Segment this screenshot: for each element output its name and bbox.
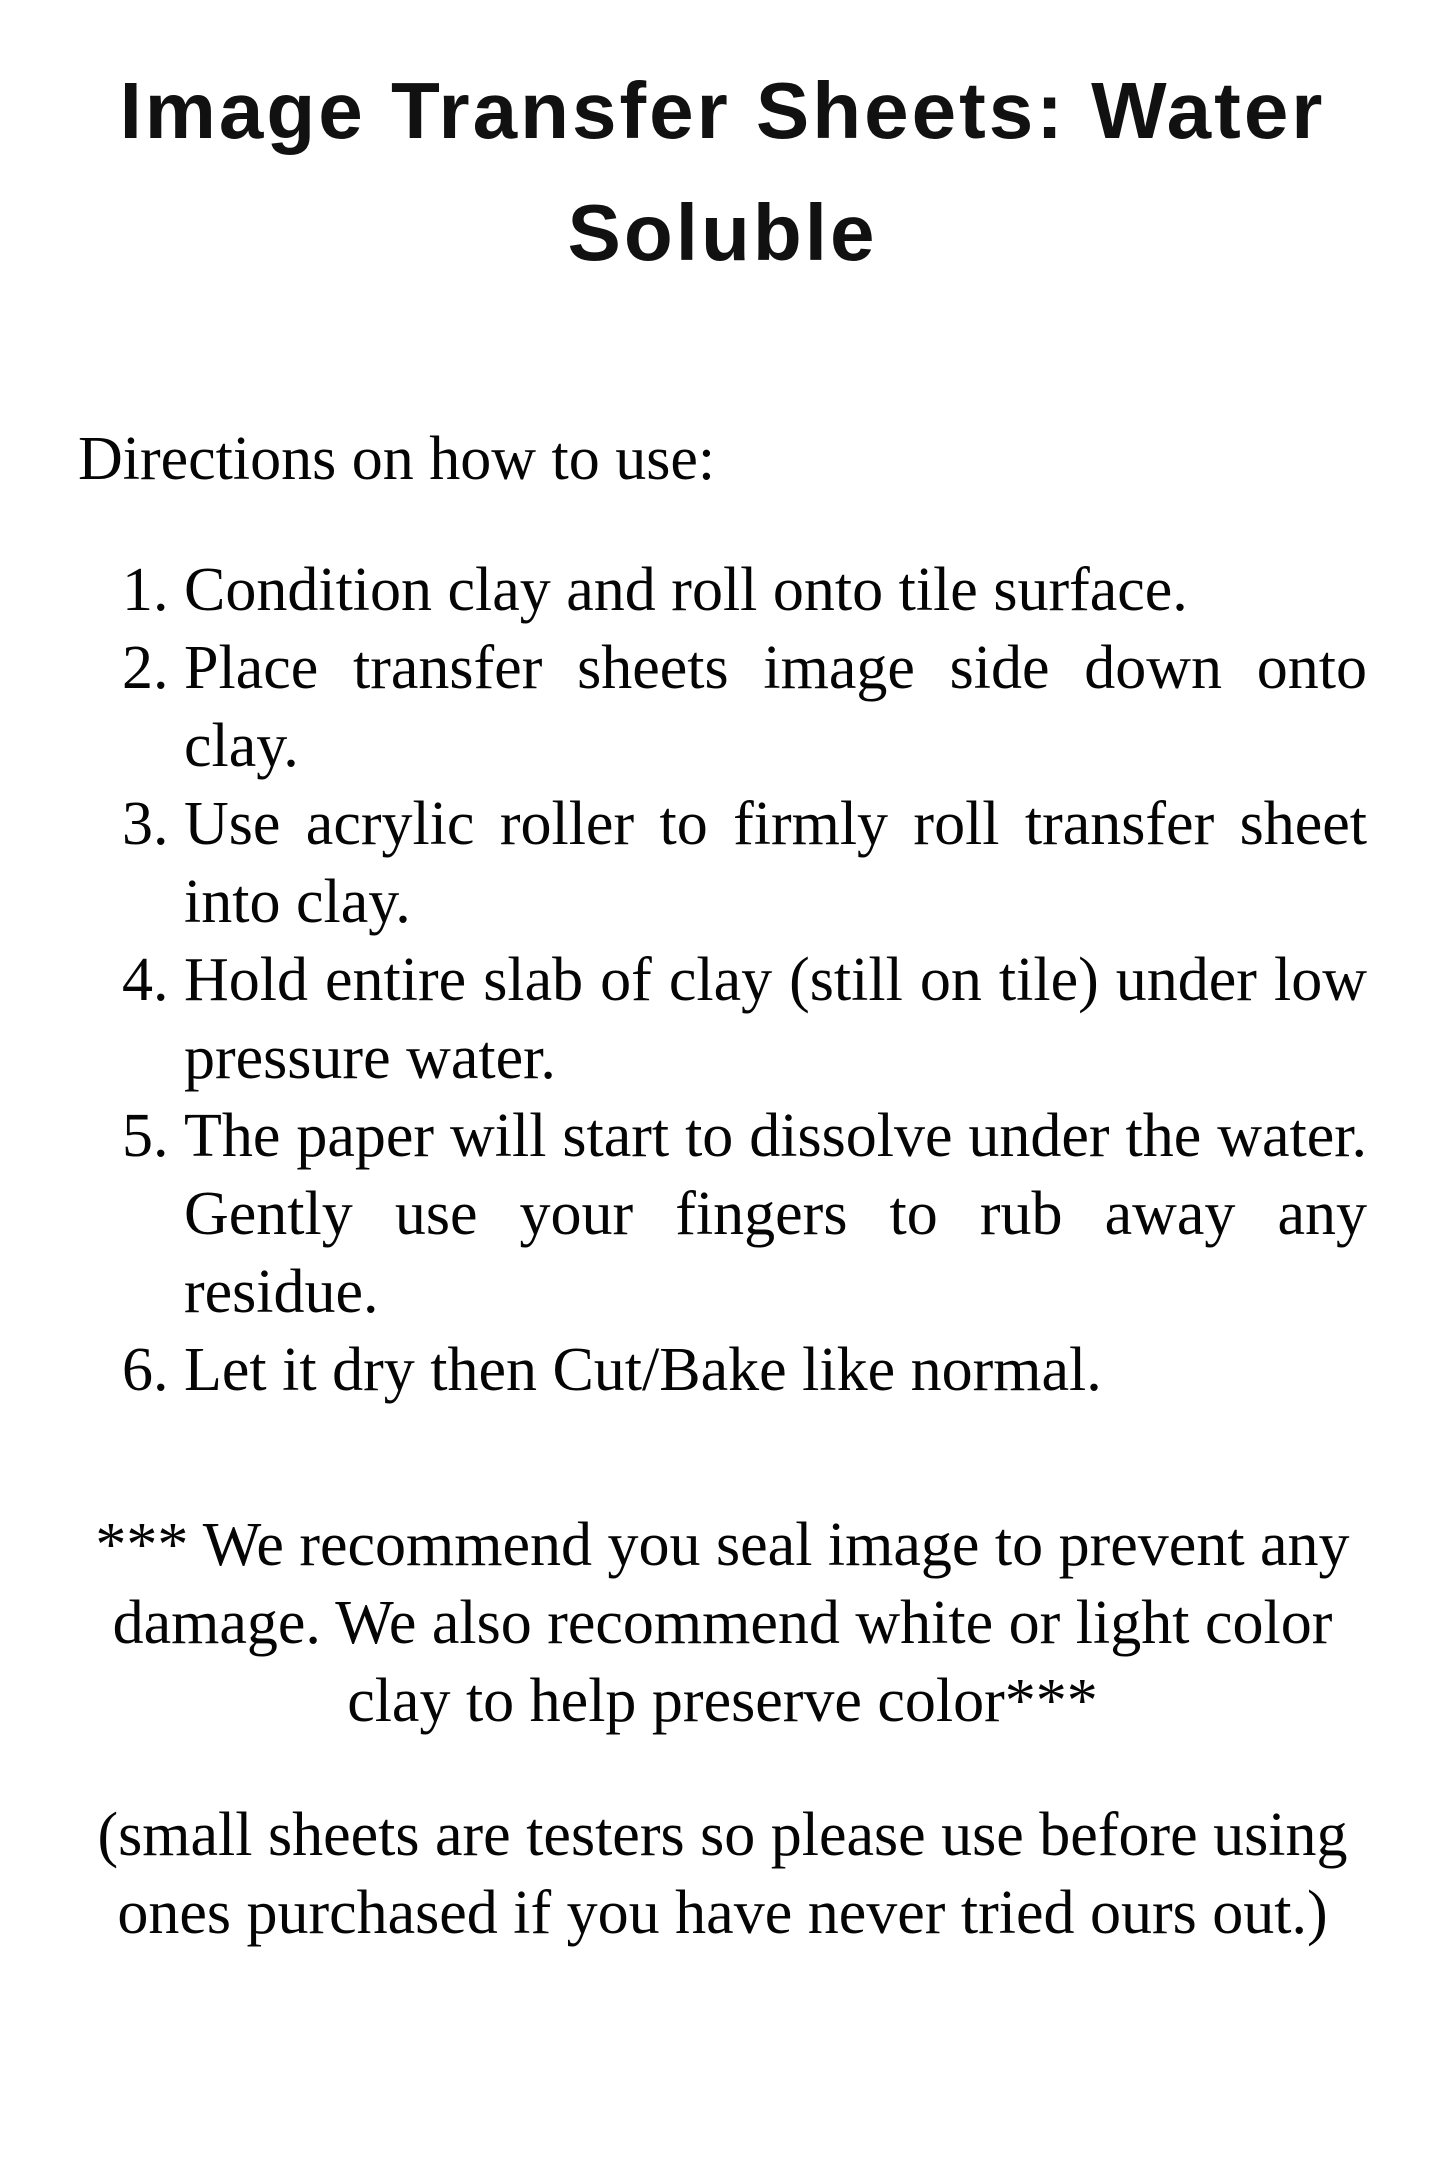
directions-heading: Directions on how to use: xyxy=(78,425,716,493)
direction-step: 2. Place transfer sheets image side down onto clay. xyxy=(184,629,1367,785)
direction-step: 1. Condition clay and roll onto tile surface. xyxy=(184,551,1367,629)
directions-list xyxy=(78,551,1367,1409)
direction-step: 5. The paper will start to dissolve under the water. Gently use your fingers to rub away any residue. xyxy=(184,1097,1367,1331)
direction-step: 3. Use acrylic roller to firmly roll transfer sheet into clay. xyxy=(184,785,1367,941)
seal-recommendation-note: *** We recommend you seal image to prevent any damage. We also recommend white or light color clay to help preserve color*** xyxy=(95,1511,1350,1735)
direction-step: 4. Hold entire slab of clay (still on tile) under low pressure water. xyxy=(184,941,1367,1097)
direction-step: 6. Let it dry then Cut/Bake like normal. xyxy=(184,1331,1367,1409)
tester-sheets-note: (small sheets are testers so please use before using ones purchased if you have never tried ours out.) xyxy=(97,1801,1348,1947)
page-title: Image Transfer Sheets: Water Soluble xyxy=(119,66,1326,277)
